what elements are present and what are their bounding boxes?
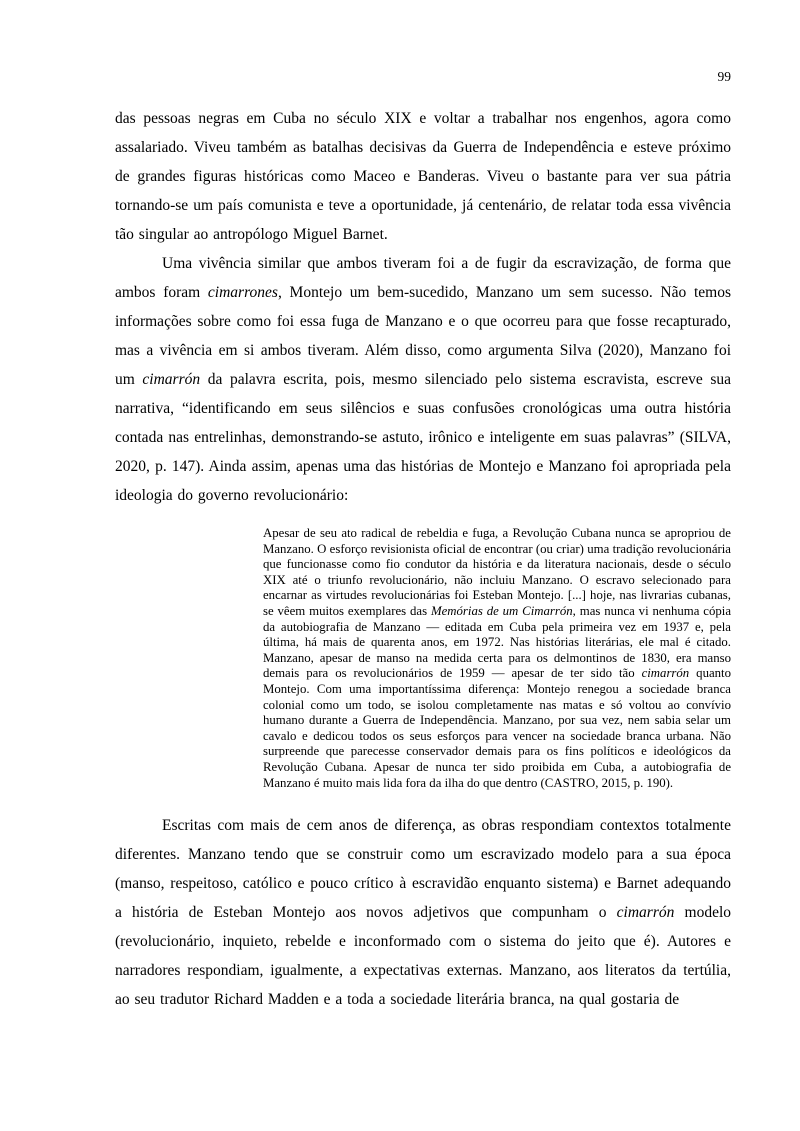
text-run: Escritas com mais de cem anos de diferença, as obras respondiam contextos totalmente diferentes. Manzano tendo que se construir como um escravizado modelo para a sua época (manso, respeitoso, católico e pouco crítico à escravidão enquanto sistema) e Barnet adequando a história de Esteban Montejo aos novos adjetivos que compunham o: [115, 817, 731, 922]
text-run: Uma vivência similar que ambos tiveram foi a de fugir da escravização, de forma que ambos foram: [115, 255, 731, 301]
text-run: modelo (revolucionário, inquieto, rebelde e inconformado com o sistema do jeito que é). Autores e narradores respondiam, igualmente, a expectativas externas. Manzano, aos literatos da tertúlia, ao seu tradutor Richard Madden e a toda a sociedade literária branca, na qual gostaria de: [115, 904, 732, 1009]
italic-term: cimarrones: [207, 284, 278, 301]
text-run: , mas nunca vi nenhuma cópia da autobiografia de Manzano — editada em Cuba pela primeira vez em 1937 e, pela última, há mais de quarenta anos, em 1972. Nas histórias literárias, ele mal é citado. Manzano, apesar de manso na medida certa para os delmontinos de 1830, era manso demais para os revolucionários de 1959 — apesar de ter sido tão: [263, 603, 731, 681]
italic-term: Memórias de um Cimarrón: [430, 603, 573, 618]
paragraph-cimarrones: [115, 249, 731, 510]
text-run: quanto Montejo. Com uma importantíssima diferença: Montejo renegou a sociedade branca colonial como um todo, se isolou completamente nas matas e só voltou ao convívio humano durante a Guerra de Independência. Manzano, por sua vez, nem sabia selar um cavalo e dedicou todos os seus esforços para vencer na sociedade branca urbana. Não surpreende que parecesse conservador demais para os fins políticos e ideológicos da Revolução Cubana. Apesar de nunca ter sido proibida em Cuba, a autobiografia de Manzano é muito mais lida fora da ilha do que dentro (CASTRO, 2015, p. 190).: [263, 666, 732, 790]
text-run: , Montejo um bem-sucedido, Manzano um sem sucesso. Não temos informações sobre como foi essa fuga de Manzano e o que ocorreu para que fosse recapturado, mas a vivência em si ambos tiveram. Além disso, como argumenta Silva (2020), Manzano foi um: [115, 284, 731, 388]
text-run: Apesar de seu ato radical de rebeldia e fuga, a Revolução Cubana nunca se apropriou de Manzano. O esforço revisionista oficial de encontrar (ou criar) uma tradição revolucionária que funcionasse como fio condutor da história e da literatura nacionais, desde o século XIX até o triunfo revolucionário, não incluiu Manzano. O escravo selecionado para encarnar as virtudes revolucionárias foi Esteban Montejo. [...] hoje, nas livrarias cubanas, se vêem muitos exemplares das: [263, 526, 731, 618]
text-run: das pessoas negras em Cuba no século XIX e voltar a trabalhar nos engenhos, agora como assalariado. Viveu também as batalhas decisivas da Guerra de Independência e esteve próximo de grandes figuras históricas como Maceo e Banderas. Viveu o bastante para ver sua pátria tornando-se um país comunista e teve a oportunidade, já centenário, de relatar toda essa vivência tão singular ao antropólogo Miguel Barnet.: [115, 110, 731, 243]
paragraph-continuation: [115, 104, 731, 249]
paragraph-conclusion: [115, 811, 731, 1014]
italic-term: cimarrón: [142, 371, 201, 388]
italic-term: cimarrón: [616, 904, 675, 922]
italic-term: cimarrón: [641, 666, 690, 681]
text-run: da palavra escrita, pois, mesmo silenciado pelo sistema escravista, escreve sua narrativa, “identificando em seus silêncios e suas confusões cronológicas uma outra história contada nas entrelinhas, demonstrando-se astuto, irônico e inteligente em suas palavras” (SILVA, 2020, p. 147). Ainda assim, apenas uma das histórias de Montejo e Manzano foi apropriada pela ideologia do governo revolucionário:: [115, 371, 731, 504]
text-block: [115, 104, 731, 1014]
page-number: 99: [717, 69, 731, 84]
block-quote-castro: [263, 526, 731, 791]
